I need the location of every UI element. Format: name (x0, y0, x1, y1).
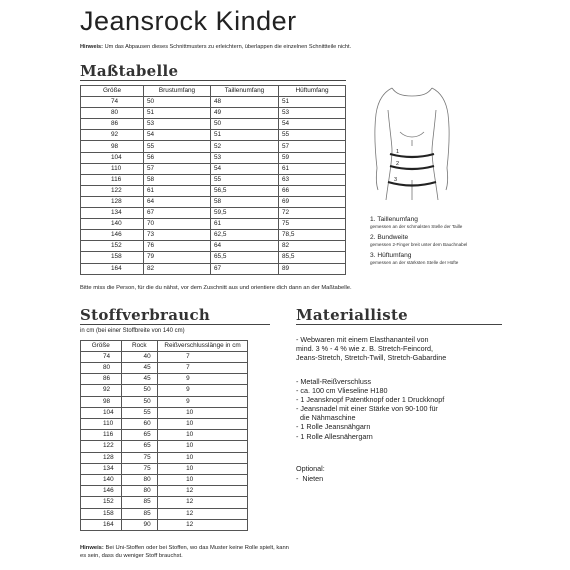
table-cell: 140 (81, 475, 122, 486)
table-cell: 58 (211, 196, 279, 207)
table-row (81, 351, 248, 362)
stoffverbrauch-heading: Stoffverbrauch (80, 306, 211, 324)
table-cell: 122 (81, 185, 144, 196)
table-cell: 73 (144, 230, 211, 241)
table-cell: 104 (81, 407, 122, 418)
masstabelle-header-2: Taillenumfang (211, 86, 279, 97)
table-cell: 10 (158, 419, 248, 430)
table-cell: 146 (81, 230, 144, 241)
table-row (81, 230, 346, 241)
table-cell: 72 (279, 208, 346, 219)
stoffverbrauch-table (80, 340, 248, 531)
hint-label: Hinweis: (80, 44, 104, 50)
table-cell: 10 (158, 463, 248, 474)
stoffverbrauch-rule (80, 324, 270, 325)
table-cell: 9 (158, 385, 248, 396)
table-cell: 51 (279, 97, 346, 108)
table-cell: 134 (81, 208, 144, 219)
hint-text (80, 44, 351, 50)
table-cell: 78,5 (279, 230, 346, 241)
table-cell: 98 (81, 141, 144, 152)
marker-1: 1 (396, 149, 400, 155)
table-row (81, 97, 346, 108)
table-cell: 54 (211, 163, 279, 174)
stoffverbrauch-subtitle: in cm (bei einer Stoffbreite von 140 cm) (80, 328, 185, 334)
table-cell: 54 (144, 130, 211, 141)
masstabelle-header-3: Hüftumfang (279, 86, 346, 97)
table-cell: 50 (144, 97, 211, 108)
table-cell: 98 (81, 396, 122, 407)
table-cell: 75 (121, 463, 158, 474)
masstabelle-note: Bitte miss die Person, für die du nähst, vor dem Zuschnitt aus und orientiere dich dann an der Maßtabelle. (80, 285, 352, 291)
table-cell: 65 (121, 441, 158, 452)
legend-sub-3: gemessen an der stärksten Stelle der Hüfte (370, 259, 459, 265)
table-cell: 10 (158, 407, 248, 418)
table-row (81, 519, 248, 530)
masstabelle-heading: Maßtabelle (80, 62, 179, 80)
table-cell: 75 (121, 452, 158, 463)
table-cell: 7 (158, 363, 248, 374)
table-cell: 50 (121, 385, 158, 396)
table-cell: 164 (81, 263, 144, 274)
table-cell: 65,5 (211, 252, 279, 263)
table-cell: 61 (279, 163, 346, 174)
table-cell: 64 (144, 196, 211, 207)
table-cell: 58 (144, 174, 211, 185)
table-cell: 146 (81, 486, 122, 497)
table-cell: 9 (158, 396, 248, 407)
table-cell: 128 (81, 452, 122, 463)
masstabelle-rule (80, 80, 346, 81)
table-row (81, 363, 248, 374)
table-row (81, 119, 346, 130)
table-cell: 53 (144, 119, 211, 130)
table-cell: 85,5 (279, 252, 346, 263)
table-cell: 56,5 (211, 185, 279, 196)
table-cell: 82 (279, 241, 346, 252)
table-cell: 116 (81, 174, 144, 185)
table-row (81, 219, 346, 230)
table-cell: 55 (144, 141, 211, 152)
masstabelle-header-0: Größe (81, 86, 144, 97)
table-cell: 53 (279, 108, 346, 119)
table-cell: 67 (144, 208, 211, 219)
table-cell: 65 (121, 430, 158, 441)
table-cell: 10 (158, 475, 248, 486)
table-cell: 57 (279, 141, 346, 152)
table-cell: 85 (121, 497, 158, 508)
table-row (81, 252, 346, 263)
table-cell: 12 (158, 508, 248, 519)
table-row (81, 396, 248, 407)
table-row (81, 185, 346, 196)
table-row (81, 196, 346, 207)
table-cell: 52 (211, 141, 279, 152)
table-cell: 85 (121, 508, 158, 519)
table-cell: 40 (121, 351, 158, 362)
table-cell: 45 (121, 363, 158, 374)
table-row (81, 163, 346, 174)
table-row (81, 430, 248, 441)
table-cell: 90 (121, 519, 158, 530)
table-cell: 61 (211, 219, 279, 230)
table-row (81, 374, 248, 385)
table-cell: 61 (144, 185, 211, 196)
materialliste-optional-label: Optional: (296, 464, 325, 473)
materialliste-block-1: - Webwaren mit einem Elasthananteil von mind. 3 % - 4 % wie z. B. Stretch-Feincord, Jeans-Stretch, Stretch-Twill, Stretch-Gabardine (296, 335, 447, 363)
materialliste-rule (296, 324, 502, 325)
table-cell: 10 (158, 452, 248, 463)
table-row (81, 263, 346, 274)
table-row (81, 452, 248, 463)
table-row (81, 419, 248, 430)
table-cell: 54 (279, 119, 346, 130)
table-cell: 51 (144, 108, 211, 119)
table-cell: 70 (144, 219, 211, 230)
table-cell: 53 (211, 152, 279, 163)
table-cell: 86 (81, 374, 122, 385)
table-cell: 80 (81, 108, 144, 119)
table-cell: 66 (279, 185, 346, 196)
table-cell: 92 (81, 385, 122, 396)
table-row (81, 463, 248, 474)
table-cell: 82 (144, 263, 211, 274)
table-row (81, 497, 248, 508)
table-cell: 104 (81, 152, 144, 163)
table-cell: 10 (158, 430, 248, 441)
legend-title-3: 3. Hüftumfang (370, 252, 412, 260)
table-row (81, 241, 346, 252)
table-cell: 79 (144, 252, 211, 263)
table-cell: 12 (158, 497, 248, 508)
table-cell: 89 (279, 263, 346, 274)
stoffverbrauch-note-line1: Bei Uni-Stoffen oder bei Stoffen, wo das Muster keine Rolle spielt, kann (103, 545, 289, 551)
table-row (81, 441, 248, 452)
table-cell: 56 (144, 152, 211, 163)
stoffverbrauch-note-label: Hinweis: (80, 545, 104, 551)
table-cell: 48 (211, 97, 279, 108)
table-cell: 152 (81, 497, 122, 508)
table-cell: 80 (121, 475, 158, 486)
table-cell: 152 (81, 241, 144, 252)
table-row (81, 141, 346, 152)
stoffverbrauch-note-line2: es sein, dass du weniger Stoff brauchst. (80, 552, 183, 559)
table-cell: 164 (81, 519, 122, 530)
hint-body: Um das Abpausen dieses Schnittmusters zu erleichtern, überlappen die einzelnen Schnittteile nicht. (103, 44, 352, 50)
page-title: Jeansrock Kinder (80, 6, 297, 36)
table-cell: 55 (279, 130, 346, 141)
table-cell: 92 (81, 130, 144, 141)
legend-item-3 (370, 252, 540, 265)
table-cell: 59,5 (211, 208, 279, 219)
table-row (81, 475, 248, 486)
stoffverbrauch-note (80, 545, 289, 560)
masstabelle-header-1: Brustumfang (144, 86, 211, 97)
legend-title-2: 2. Bundweite (370, 234, 409, 242)
table-cell: 110 (81, 163, 144, 174)
stoffverbrauch-header-1: Rock (121, 341, 158, 352)
table-row (81, 407, 248, 418)
table-cell: 80 (81, 363, 122, 374)
marker-3: 3 (394, 177, 398, 183)
stoffverbrauch-header-0: Größe (81, 341, 122, 352)
legend-sub-2: gemessen 2-Finger breit unter dem Bauchnabel (370, 241, 468, 247)
table-row (81, 108, 346, 119)
table-row (81, 174, 346, 185)
table-cell: 140 (81, 219, 144, 230)
materialliste-block-2: - Metall-Reißverschluss - ca. 100 cm Vlieseline H180 - 1 Jeansknopf Patentknopf oder 1 Druckknopf - Jeansnadel mit einer Stärke von 90-100 für die Nähmaschine - 1 Rolle Jeansnähgarn - 1 Rolle Allesnähergarn (296, 377, 445, 441)
table-cell: 49 (211, 108, 279, 119)
materialliste-heading: Materialliste (296, 306, 409, 324)
table-cell: 12 (158, 486, 248, 497)
torso-outline (375, 88, 449, 200)
table-cell: 50 (211, 119, 279, 130)
legend-title-1: 1. Taillenumfang (370, 216, 418, 223)
table-cell: 50 (121, 396, 158, 407)
materialliste-optional-items: - Nieten (296, 474, 324, 483)
table-cell: 69 (279, 196, 346, 207)
table-cell: 62,5 (211, 230, 279, 241)
table-row (81, 508, 248, 519)
table-cell: 74 (81, 97, 144, 108)
table-cell: 158 (81, 508, 122, 519)
marker-2: 2 (396, 161, 400, 167)
table-row (81, 152, 346, 163)
table-cell: 116 (81, 430, 122, 441)
table-cell: 12 (158, 519, 248, 530)
legend-item-1 (370, 216, 540, 229)
legend-sub-1: gemessen an der schmalsten Stelle der Taille (370, 223, 463, 229)
table-cell: 7 (158, 351, 248, 362)
table-cell: 55 (211, 174, 279, 185)
table-cell: 51 (211, 130, 279, 141)
table-cell: 55 (121, 407, 158, 418)
table-cell: 158 (81, 252, 144, 263)
table-cell: 45 (121, 374, 158, 385)
table-row (81, 385, 248, 396)
table-cell: 60 (121, 419, 158, 430)
table-cell: 134 (81, 463, 122, 474)
table-cell: 74 (81, 351, 122, 362)
table-cell: 86 (81, 119, 144, 130)
body-measurement-figure (362, 80, 462, 210)
table-cell: 10 (158, 441, 248, 452)
table-cell: 9 (158, 374, 248, 385)
table-cell: 59 (279, 152, 346, 163)
table-row (81, 486, 248, 497)
table-cell: 122 (81, 441, 122, 452)
table-cell: 80 (121, 486, 158, 497)
table-cell: 57 (144, 163, 211, 174)
table-cell: 76 (144, 241, 211, 252)
table-row (81, 208, 346, 219)
table-cell: 110 (81, 419, 122, 430)
figure-legend (370, 216, 540, 265)
legend-item-2 (370, 234, 540, 247)
table-row (81, 130, 346, 141)
stoffverbrauch-header-2: Reißverschlusslänge in cm (158, 341, 248, 352)
masstabelle-table (80, 85, 346, 275)
table-cell: 75 (279, 219, 346, 230)
table-cell: 128 (81, 196, 144, 207)
table-cell: 63 (279, 174, 346, 185)
table-cell: 67 (211, 263, 279, 274)
table-cell: 64 (211, 241, 279, 252)
